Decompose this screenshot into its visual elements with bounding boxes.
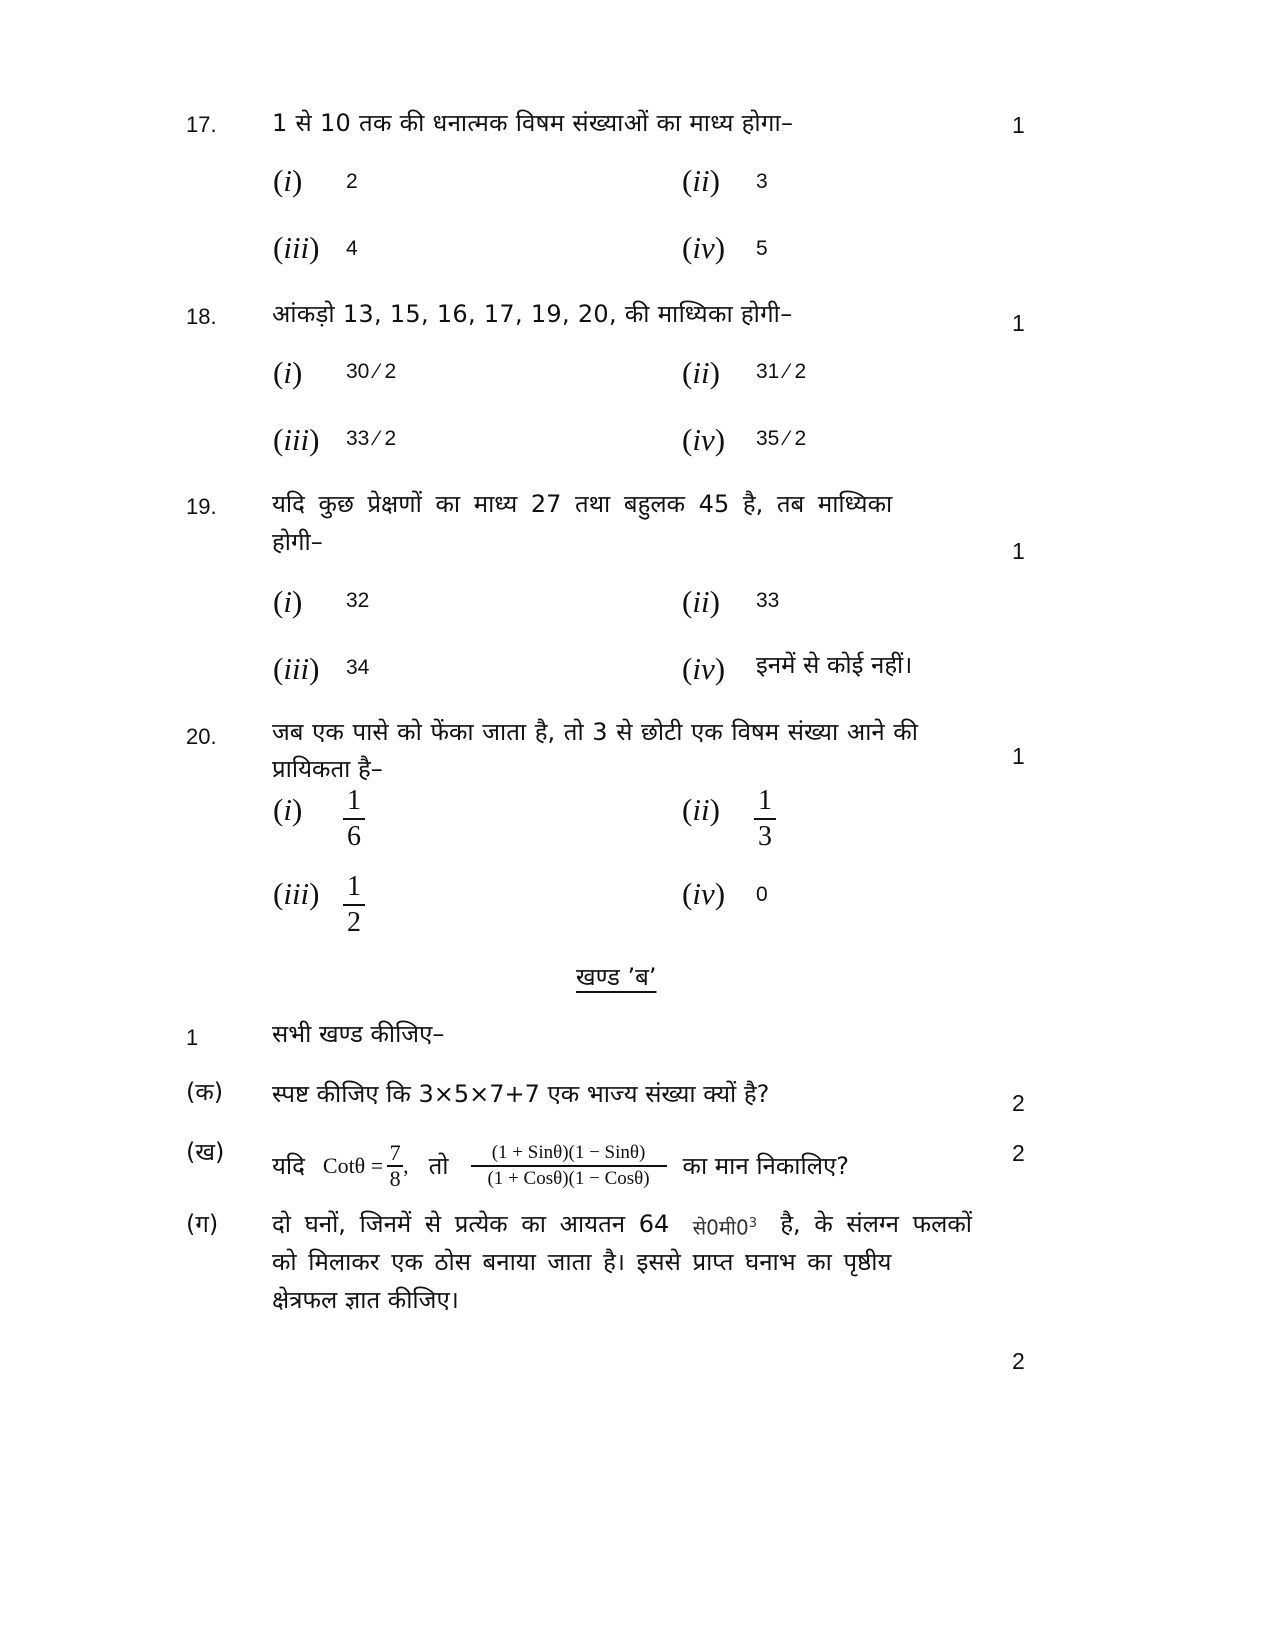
option-value: 4 — [346, 237, 358, 260]
option-value: 5 — [756, 237, 768, 260]
question-text-line2: होगी– — [272, 528, 323, 556]
part-text-line2: को मिलाकर एक ठोस बनाया जाता है। इससे प्राप्त घनाभ का पृष्ठीय — [272, 1248, 892, 1276]
option-label-ii: (ii) — [682, 355, 720, 390]
option-label-iii: (iii) — [273, 422, 320, 457]
part-text-middle: तो — [428, 1152, 449, 1180]
cot-fraction: 7 8 — [387, 1141, 403, 1191]
question-number: 19. — [186, 494, 217, 519]
fraction-one-third: 1 3 — [754, 786, 776, 852]
part-text-suffix: का मान निकालिए? — [682, 1152, 850, 1180]
option-label-iii: (iii) — [273, 230, 320, 265]
question-text-line1: जब एक पासे को फेंका जाता है, तो 3 से छोटी एक विषम संख्या आने की — [272, 718, 918, 746]
part-equation — [272, 1136, 849, 1196]
marks: 2 — [1012, 1348, 1025, 1374]
comma: , — [403, 1153, 409, 1178]
option-label-iii: (iii) — [273, 876, 320, 911]
question-text: आंकड़ो 13, 15, 16, 17, 19, 20, की माध्यिका होगी– — [272, 300, 793, 328]
option-label-iii: (iii) — [273, 651, 320, 686]
marks: 1 — [1012, 743, 1025, 769]
option-value: 35 ⁄ 2 — [756, 427, 807, 450]
option-value: 33 — [756, 589, 780, 612]
option-value: 33 ⁄ 2 — [346, 427, 397, 450]
option-label-ii: (ii) — [682, 584, 720, 619]
section-heading: खण्ड ’ब’ — [576, 963, 657, 991]
fraction-one-half: 1 2 — [343, 872, 365, 938]
option-label-iv: (iv) — [682, 230, 726, 265]
option-label-ii: (ii) — [682, 163, 720, 198]
question-number: 1 — [186, 1025, 199, 1050]
option-label-i: (i) — [273, 792, 303, 827]
option-value: 0 — [756, 883, 768, 906]
question-number: 17. — [186, 112, 217, 137]
question-number: 18. — [186, 304, 217, 329]
question-text-line1: यदि कुछ प्रेक्षणों का माध्य 27 तथा बहुलक 45 है, तब माध्यिका — [272, 490, 893, 518]
question-number: 20. — [186, 724, 217, 749]
option-label-iv: (iv) — [682, 876, 726, 911]
option-value: 30 ⁄ 2 — [346, 360, 397, 383]
option-value: इनमें से कोई नहीं। — [756, 651, 913, 679]
question-text: सभी खण्ड कीजिए– — [272, 1020, 445, 1048]
option-label-iv: (iv) — [682, 422, 726, 457]
option-value: 34 — [346, 656, 370, 679]
option-value: 31 ⁄ 2 — [756, 360, 807, 383]
part-text-line3: क्षेत्रफल ज्ञात कीजिए। — [272, 1286, 459, 1314]
fraction-one-sixth: 1 6 — [343, 786, 365, 852]
question-text: 1 से 10 तक की धनात्मक विषम संख्याओं का माध्य होगा– — [272, 109, 794, 137]
option-label-ii: (ii) — [682, 792, 720, 827]
marks: 1 — [1012, 538, 1025, 564]
part-label: (क) — [186, 1078, 224, 1106]
part-text-segment: है, के संलग्न फलकों — [780, 1210, 972, 1238]
option-value: 3 — [756, 170, 768, 193]
option-label-iv: (iv) — [682, 651, 726, 686]
marks: 2 — [1012, 1140, 1025, 1166]
option-label-i: (i) — [273, 163, 303, 198]
marks: 2 — [1012, 1090, 1025, 1116]
option-label-i: (i) — [273, 584, 303, 619]
part-text-prefix: यदि — [272, 1152, 305, 1180]
part-label: (ख) — [186, 1138, 225, 1166]
question-text-line2: प्रायिकता है– — [272, 755, 383, 783]
option-label-i: (i) — [273, 355, 303, 390]
part-text: स्पष्ट कीजिए कि 3×5×7+7 एक भाज्य संख्या क्यों है? — [272, 1080, 770, 1108]
marks: 1 — [1012, 310, 1025, 336]
part-label: (ग) — [186, 1210, 219, 1238]
marks: 1 — [1012, 112, 1025, 138]
unit: $से0मी0^3$ — [692, 1215, 757, 1240]
part-text-line1 — [272, 1205, 972, 1247]
trig-fraction: (1 + Sinθ)(1 − Sinθ) (1 + Cosθ)(1 − Cosθ) — [471, 1141, 667, 1191]
cot-expression: Cotθ = — [322, 1153, 384, 1178]
option-value: 2 — [346, 170, 358, 193]
part-text-segment: दो घनों, जिनमें से प्रत्येक का आयतन 64 — [272, 1210, 670, 1238]
option-value: 32 — [346, 589, 370, 612]
